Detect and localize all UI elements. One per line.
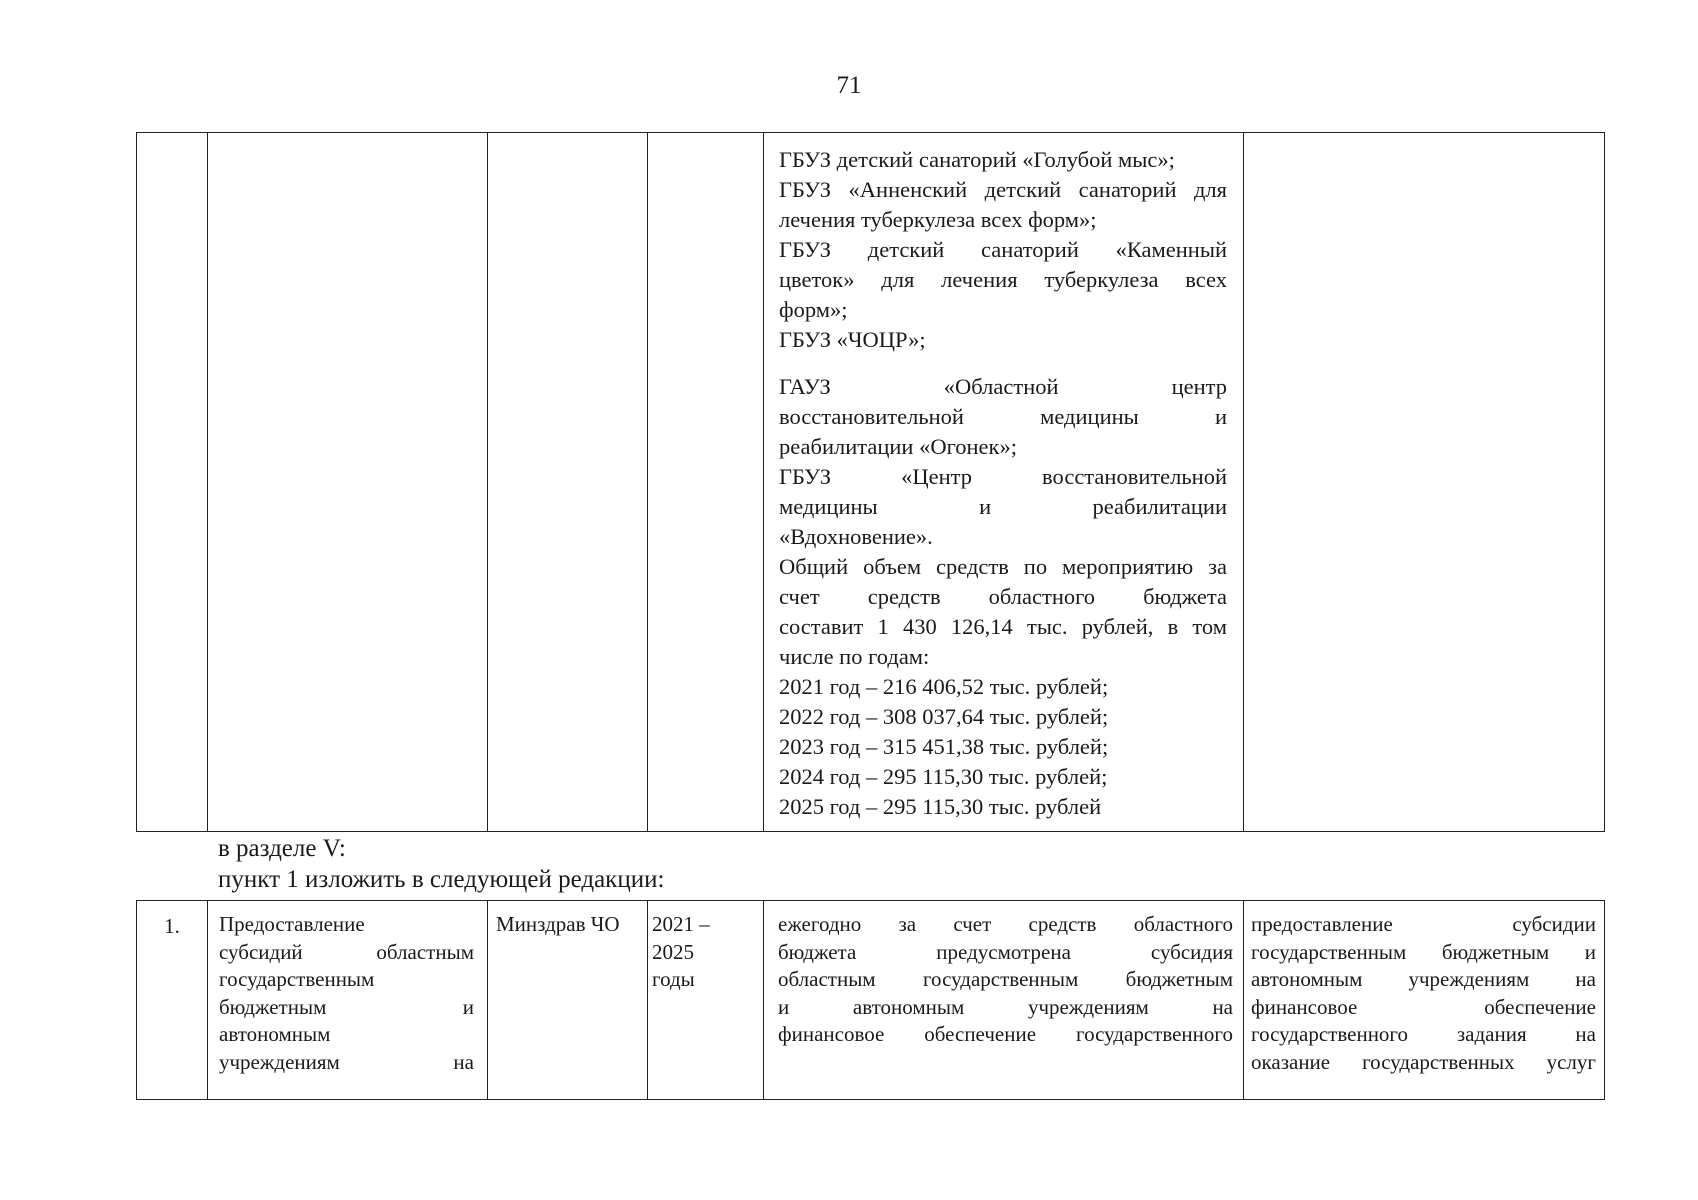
text-line: «Вдохновение». bbox=[779, 524, 933, 549]
executor-cell bbox=[488, 901, 648, 1100]
description bbox=[778, 911, 1233, 1049]
text-line: Общий объем средств по мероприятию за bbox=[779, 554, 1227, 579]
measure-name bbox=[219, 911, 474, 1076]
text-line: счет средств областного бюджета bbox=[779, 584, 1227, 609]
result-cell bbox=[1244, 901, 1605, 1100]
text-line: учреждениям на bbox=[219, 1049, 474, 1074]
funding-text bbox=[779, 372, 1227, 822]
text-line: числе по годам: bbox=[779, 644, 930, 669]
text-line: форм»; bbox=[779, 297, 848, 322]
text-line: Предоставление bbox=[219, 912, 365, 936]
executor: Минздрав ЧО bbox=[496, 912, 620, 936]
continued-table bbox=[136, 132, 1605, 832]
period bbox=[652, 911, 759, 994]
table-row bbox=[137, 901, 1605, 1100]
description-cell bbox=[764, 133, 1244, 832]
text-line: автономным bbox=[219, 1022, 331, 1046]
text-line: ежегодно за счет средств областного bbox=[778, 912, 1233, 936]
description-text bbox=[764, 133, 1243, 828]
text-line: субсидий областным bbox=[219, 939, 474, 964]
name-cell bbox=[208, 133, 488, 832]
clause-instruction: пункт 1 изложить в следующей редакции: bbox=[218, 866, 665, 893]
description-cell bbox=[764, 901, 1244, 1100]
text-line: ГБУЗ «Центр восстановительной bbox=[779, 464, 1227, 489]
text-line: государственного задания на bbox=[1251, 1022, 1596, 1046]
text-line: оказание государственных услуг bbox=[1251, 1049, 1596, 1074]
text-line: 2025 bbox=[652, 939, 694, 964]
text-line: и автономным учреждениям на bbox=[778, 994, 1233, 1019]
text-line: лечения туберкулеза всех форм»; bbox=[779, 207, 1097, 232]
period-cell bbox=[648, 901, 764, 1100]
text-line: предоставление субсидии bbox=[1251, 912, 1596, 936]
expected-result bbox=[1251, 911, 1596, 1076]
text-line: годы bbox=[652, 967, 695, 991]
institutions-list bbox=[779, 145, 1227, 355]
text-line: государственным бюджетным и bbox=[1251, 939, 1596, 964]
period-cell bbox=[648, 133, 764, 832]
text-line: финансовое обеспечение государственного bbox=[778, 1022, 1233, 1046]
text-line: 2022 год – 308 037,64 тыс. рублей; bbox=[779, 704, 1109, 729]
text-line: составит 1 430 126,14 тыс. рублей, в том bbox=[779, 614, 1227, 639]
number-cell bbox=[137, 901, 208, 1100]
text-line: ГБУЗ «Анненский детский санаторий для bbox=[779, 177, 1227, 202]
text-line: ГБУЗ детский санаторий «Каменный bbox=[779, 237, 1227, 262]
table-row bbox=[137, 133, 1605, 832]
text-line: восстановительной медицины и bbox=[779, 404, 1227, 429]
text-line: 2024 год – 295 115,30 тыс. рублей; bbox=[779, 764, 1108, 789]
text-line: 2021 – bbox=[652, 912, 710, 936]
page-number: 71 bbox=[836, 72, 862, 99]
name-cell bbox=[208, 901, 488, 1100]
result-cell bbox=[1244, 133, 1605, 832]
text-line: государственным bbox=[219, 967, 375, 991]
text-line: ГБУЗ «ЧОЦР»; bbox=[779, 327, 926, 352]
text-line: ГАУЗ «Областной центр bbox=[779, 374, 1227, 399]
revised-table bbox=[136, 900, 1605, 1100]
text-line: областным государственным бюджетным bbox=[778, 967, 1233, 991]
text-line: автономным учреждениям на bbox=[1251, 967, 1596, 991]
text-line: ГБУЗ детский санаторий «Голубой мыс»; bbox=[779, 147, 1175, 172]
number-cell bbox=[137, 133, 208, 832]
section-heading: в разделе V: bbox=[218, 835, 346, 862]
item-number: 1. bbox=[164, 914, 180, 938]
text-line: 2025 год – 295 115,30 тыс. рублей bbox=[779, 794, 1102, 819]
text-line: цветок» для лечения туберкулеза всех bbox=[779, 267, 1227, 292]
executor-cell bbox=[488, 133, 648, 832]
text-line: бюджетным и bbox=[219, 994, 474, 1019]
text-line: медицины и реабилитации bbox=[779, 494, 1227, 519]
text-line: 2021 год – 216 406,52 тыс. рублей; bbox=[779, 674, 1109, 699]
text-line: реабилитации «Огонек»; bbox=[779, 434, 1017, 459]
text-line: финансовое обеспечение bbox=[1251, 994, 1596, 1019]
text-line: бюджета предусмотрена субсидия bbox=[778, 939, 1233, 964]
text-line: 2023 год – 315 451,38 тыс. рублей; bbox=[779, 734, 1109, 759]
